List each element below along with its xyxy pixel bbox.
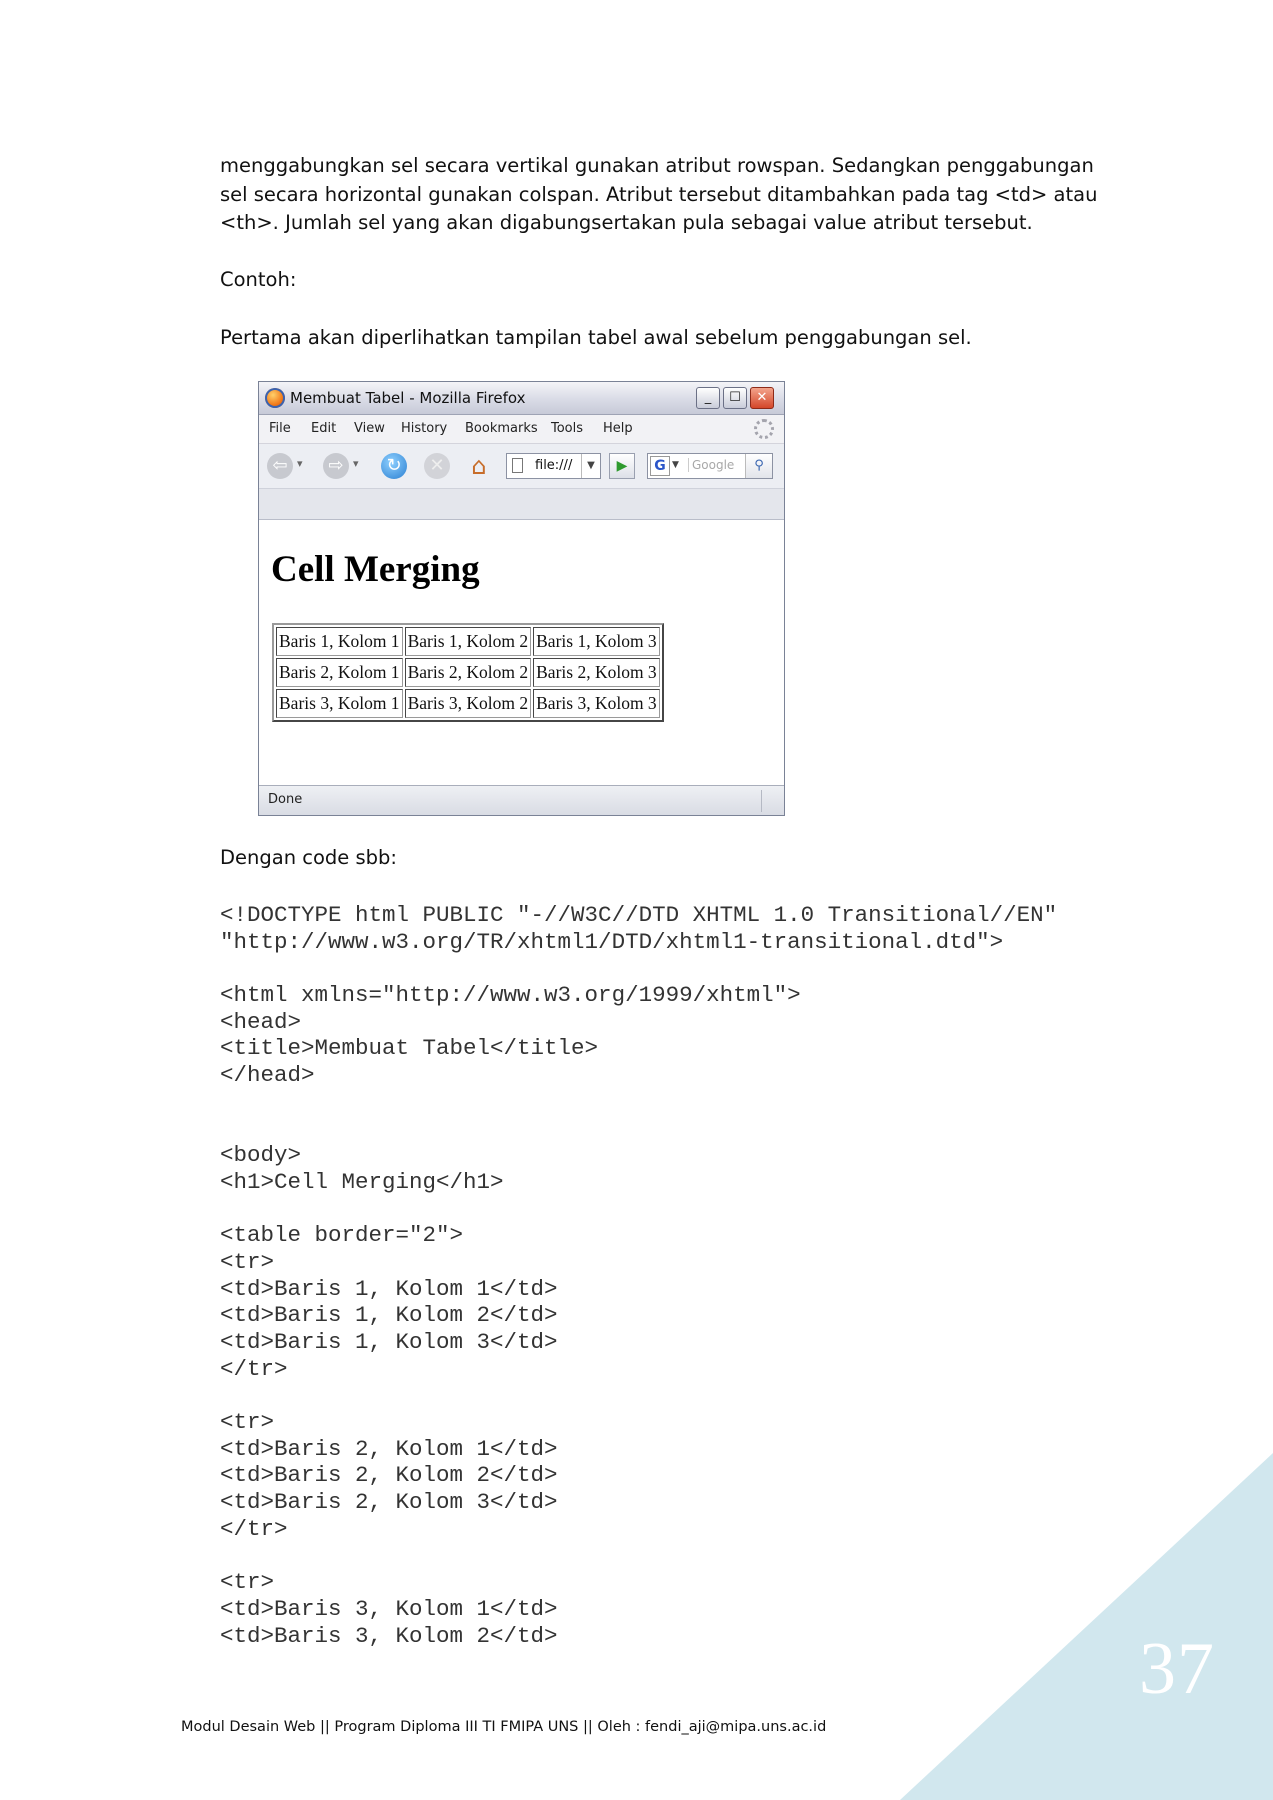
- menu-view[interactable]: View: [354, 421, 385, 436]
- page-footer: Modul Desain Web || Program Diploma III TI FMIPA UNS || Oleh : fendi_aji@mipa.uns.ac.id: [181, 1719, 827, 1735]
- code-line: <tr>: [220, 1248, 275, 1275]
- intro-paragraph: [220, 152, 1104, 238]
- bookmarks-strip: [259, 489, 784, 520]
- code-line: <head>: [220, 1008, 302, 1035]
- code-line: <td>Baris 3, Kolom 1</td>: [220, 1595, 558, 1622]
- menu-help[interactable]: Help: [603, 421, 633, 436]
- page-viewport: [261, 520, 782, 785]
- table-cell: Baris 3, Kolom 1: [276, 689, 403, 718]
- code-line: [220, 955, 1057, 982]
- code-line: <tr>: [220, 1409, 275, 1436]
- forward-icon[interactable]: ⇨: [323, 453, 349, 479]
- page-heading: Cell Merging: [271, 549, 480, 590]
- table-row: [276, 627, 660, 656]
- code-block: [220, 902, 1057, 1649]
- intro-line: <th>. Jumlah sel yang akan digabungsertakan pula sebagai value atribut tersebut.: [220, 211, 1033, 234]
- menu-edit[interactable]: Edit: [311, 421, 337, 436]
- code-line: [220, 1543, 1057, 1570]
- throbber-icon: [754, 419, 774, 439]
- menu-history[interactable]: History: [401, 421, 448, 436]
- code-line: <td>Baris 2, Kolom 1</td>: [220, 1435, 558, 1462]
- code-line: [220, 1382, 1057, 1409]
- status-text: Done: [268, 792, 303, 807]
- page-icon: [512, 458, 523, 473]
- search-box[interactable]: [647, 453, 773, 479]
- menu-file[interactable]: File: [269, 421, 291, 436]
- code-line: <td>Baris 2, Kolom 3</td>: [220, 1489, 558, 1516]
- code-line: </tr>: [220, 1355, 288, 1382]
- code-line: <td>Baris 1, Kolom 3</td>: [220, 1329, 558, 1355]
- code-line: <body>: [220, 1142, 302, 1169]
- code-line: <td>Baris 1, Kolom 1</td>: [220, 1275, 558, 1302]
- code-line: <td>Baris 1, Kolom 2</td>: [220, 1302, 558, 1329]
- reload-icon[interactable]: ↻: [381, 453, 407, 479]
- status-bar: [259, 785, 784, 815]
- code-line: </tr>: [220, 1515, 288, 1542]
- intro-line: menggabungkan sel secara vertikal gunakan atribut rowspan. Sedangkan penggabungan: [220, 154, 1094, 177]
- back-icon[interactable]: ⇦: [267, 453, 293, 479]
- table-cell: Baris 1, Kolom 3: [533, 627, 660, 656]
- search-engine-dropdown-icon[interactable]: ▼: [672, 460, 679, 470]
- code-line: <html xmlns="http://www.w3.org/1999/xhtml">: [220, 982, 801, 1009]
- code-intro: Dengan code sbb:: [220, 846, 397, 869]
- code-line: <table border="2">: [220, 1222, 464, 1249]
- stop-icon[interactable]: ✕: [424, 453, 450, 479]
- close-icon[interactable]: ✕: [750, 387, 774, 409]
- search-input[interactable]: Google: [688, 458, 734, 472]
- code-line: </head>: [220, 1062, 315, 1089]
- url-text[interactable]: file:///: [535, 458, 573, 473]
- forward-dropdown-icon[interactable]: ▾: [353, 457, 359, 470]
- table-cell: Baris 1, Kolom 2: [405, 627, 532, 656]
- menu-tools[interactable]: Tools: [551, 421, 584, 436]
- search-icon[interactable]: ⚲: [745, 454, 772, 478]
- maximize-icon[interactable]: ☐: [723, 387, 747, 409]
- home-icon[interactable]: ⌂: [471, 452, 487, 480]
- code-line: <td>Baris 2, Kolom 2</td>: [220, 1462, 558, 1489]
- menu-bookmarks[interactable]: Bookmarks: [465, 421, 538, 436]
- code-line: "http://www.w3.org/TR/xhtml1/DTD/xhtml1-transitional.dtd">: [220, 928, 1004, 955]
- demo-table: [272, 623, 664, 722]
- code-line: [220, 1089, 1057, 1116]
- resize-grip-icon[interactable]: [761, 790, 780, 812]
- window-titlebar: [259, 382, 784, 415]
- firefox-logo-icon: [265, 388, 285, 408]
- page-number: 37: [1139, 1628, 1215, 1710]
- table-cell: Baris 3, Kolom 3: [533, 689, 660, 718]
- table-cell: Baris 3, Kolom 2: [405, 689, 532, 718]
- go-icon[interactable]: ▶: [609, 453, 635, 479]
- code-line: <tr>: [220, 1569, 275, 1596]
- code-line: <h1>Cell Merging</h1>: [220, 1168, 504, 1195]
- code-line: <td>Baris 3, Kolom 2</td>: [220, 1622, 558, 1649]
- first-sentence: Pertama akan diperlihatkan tampilan tabel awal sebelum penggabungan sel.: [220, 326, 972, 349]
- intro-line: sel secara horizontal gunakan colspan. Atribut tersebut ditambahkan pada tag <td> atau: [220, 182, 1098, 206]
- example-label: Contoh:: [220, 268, 297, 291]
- minimize-icon[interactable]: _: [696, 387, 720, 409]
- code-line: [220, 1196, 1057, 1223]
- table-row: [276, 689, 660, 718]
- table-cell: Baris 2, Kolom 1: [276, 658, 403, 687]
- search-engine-icon[interactable]: G: [650, 456, 670, 476]
- url-dropdown-icon[interactable]: ▼: [581, 454, 600, 478]
- table-cell: Baris 1, Kolom 1: [276, 627, 403, 656]
- back-dropdown-icon[interactable]: ▾: [297, 457, 303, 470]
- url-bar[interactable]: [506, 453, 601, 479]
- window-title: Membuat Tabel - Mozilla Firefox: [290, 389, 526, 407]
- table-cell: Baris 2, Kolom 2: [405, 658, 532, 687]
- code-line: [220, 1116, 1057, 1143]
- navigation-toolbar: [259, 444, 784, 489]
- code-line: <!DOCTYPE html PUBLIC "-//W3C//DTD XHTML 1.0 Transitional//EN": [220, 902, 1058, 928]
- table-row: [276, 658, 660, 687]
- menu-bar: [259, 415, 784, 444]
- code-line: <title>Membuat Tabel</title>: [220, 1035, 599, 1062]
- table-cell: Baris 2, Kolom 3: [533, 658, 660, 687]
- firefox-window-screenshot: [258, 381, 785, 816]
